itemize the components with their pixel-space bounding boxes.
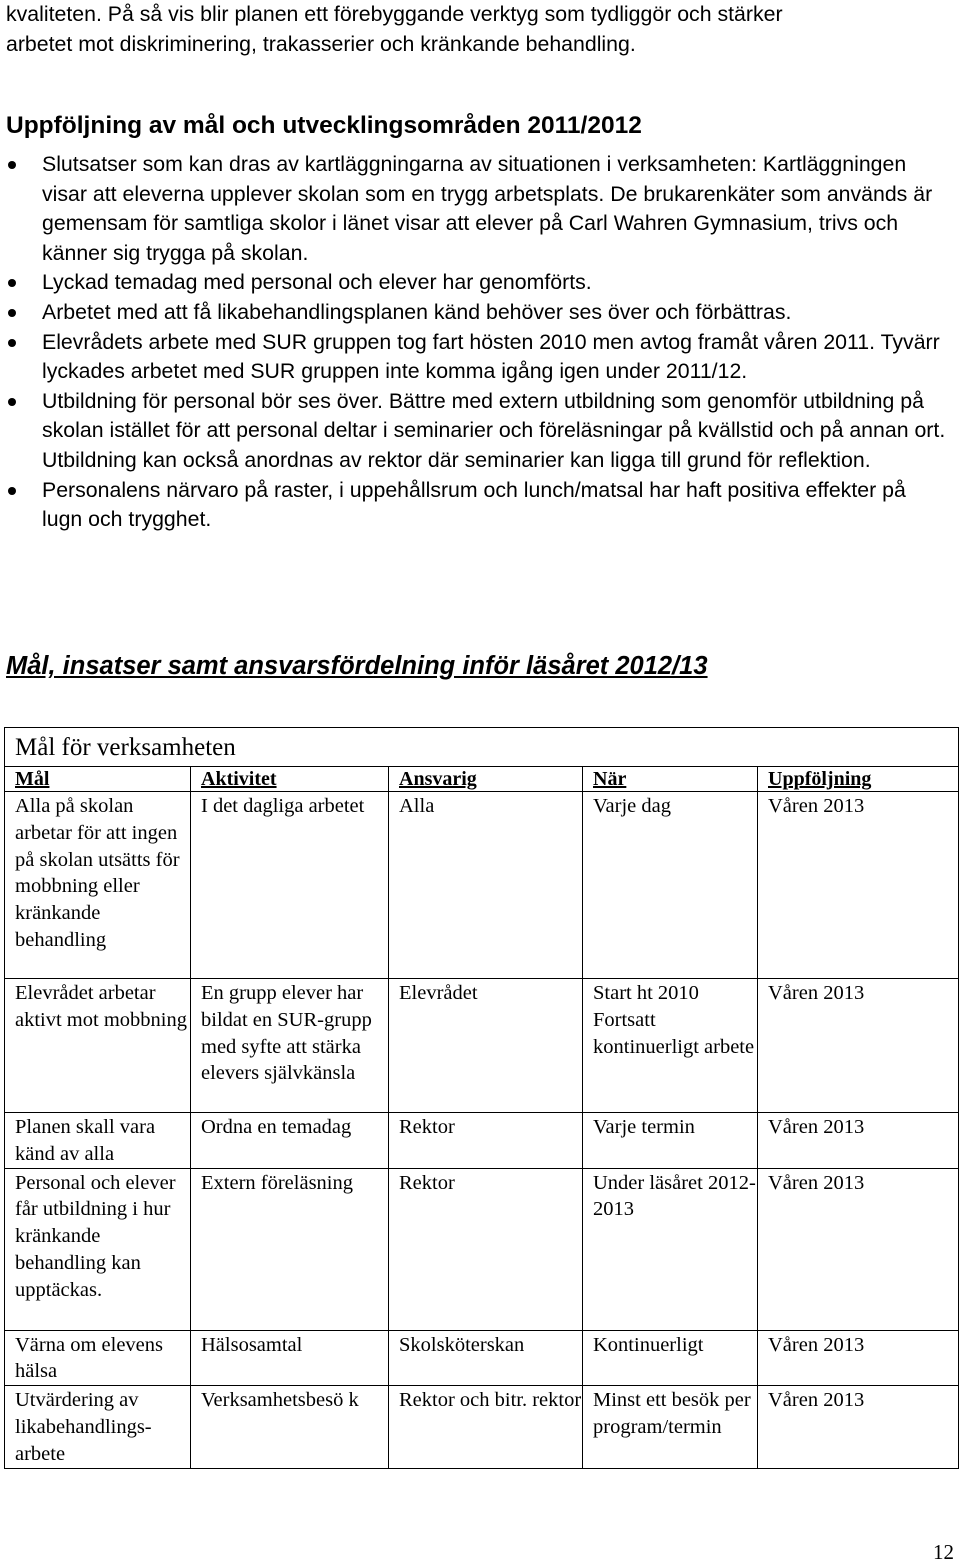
table-row (5, 1168, 959, 1330)
column-header: Ansvarig (389, 767, 583, 792)
table-cell: Våren 2013 (758, 1330, 959, 1386)
goals-table (4, 727, 959, 1469)
column-header: När (583, 767, 758, 792)
list-item-text: Arbetet med att få likabehandlingsplanen känd behöver ses över och förbättras. (42, 299, 792, 324)
list-item-text: Slutsatser som kan dras av kartläggningarna av situationen i verksamheten: Kartläggningen visar att eleverna upplever skolan som en trygg arbetsplats. De brukarenkäter som används är gemensam för samtliga skolor i länet visar att elever på Carl Wahren Gymnasium, trivs och känner sig trygga på skolan. (42, 152, 933, 265)
list-item (0, 268, 950, 298)
table-caption: Mål för verksamheten (5, 728, 959, 767)
bullet-icon (8, 161, 16, 169)
column-header: Mål (5, 767, 191, 792)
bullet-icon (8, 309, 16, 317)
table-header-row (5, 767, 959, 792)
table-cell: Våren 2013 (758, 792, 959, 979)
intro-line: arbetet mot diskriminering, trakasserier och kränkande behandling. (6, 31, 636, 56)
intro-line: kvaliteten. På så vis blir planen ett förebyggande verktyg som tydliggör och stärker (6, 2, 783, 26)
bullet-icon (8, 339, 16, 347)
table-cell: Hälsosamtal (191, 1330, 389, 1386)
table-cell: Rektor och bitr. rektor (389, 1386, 583, 1468)
section-title-followup: Uppföljning av mål och utvecklingsområden 2011/2012 (6, 112, 642, 139)
list-item (0, 328, 950, 387)
list-item-text: Personalens närvaro på raster, i uppehållsrum och lunch/matsal har haft positiva effekter på lugn och trygghet. (42, 477, 906, 532)
table-cell: Varje termin (583, 1113, 758, 1169)
table-row (5, 1386, 959, 1468)
list-item-text: Elevrådets arbete med SUR gruppen tog fart hösten 2010 men avtog framåt våren 2011. Tyvärr lyckades arbetet med SUR gruppen inte komma igång igen under 2011/12. (42, 329, 940, 384)
table-cell: Start ht 2010 Fortsatt kontinuerligt arbete (583, 979, 758, 1113)
table-cell: Utvärdering av likabehandlings-arbete (5, 1386, 191, 1468)
table-cell: I det dagliga arbetet (191, 792, 389, 979)
table-cell: En grupp elever har bildat en SUR-grupp med syfte att stärka elevers självkänsla (191, 979, 389, 1113)
table-cell: Värna om elevens hälsa (5, 1330, 191, 1386)
table-cell: Under läsåret 2012-2013 (583, 1168, 758, 1330)
table-cell: Elevrådet arbetar aktivt mot mobbning (5, 979, 191, 1113)
list-item (0, 476, 950, 535)
table-cell: Planen skall vara känd av alla (5, 1113, 191, 1169)
table-cell: Rektor (389, 1168, 583, 1330)
table-row (5, 979, 959, 1113)
page-number: 12 (933, 1540, 954, 1564)
bullet-icon (8, 279, 16, 287)
table-cell: Våren 2013 (758, 1168, 959, 1330)
table-cell: Våren 2013 (758, 1113, 959, 1169)
table-cell: Varje dag (583, 792, 758, 979)
bullet-icon (8, 398, 16, 406)
table-cell: Elevrådet (389, 979, 583, 1113)
list-item-text: Lyckad temadag med personal och elever har genomförts. (42, 270, 592, 295)
table-row (5, 792, 959, 979)
column-header: Uppföljning (758, 767, 959, 792)
section-title-goals: Mål, insatser samt ansvarsfördelning inför läsåret 2012/13 (6, 652, 708, 680)
table-cell: Kontinuerligt (583, 1330, 758, 1386)
column-header: Aktivitet (191, 767, 389, 792)
followup-list (0, 150, 950, 535)
table-cell: Ordna en temadag (191, 1113, 389, 1169)
bullet-icon (8, 487, 16, 495)
table-cell: Extern föreläsning (191, 1168, 389, 1330)
table-cell: Verksamhetsbesö k (191, 1386, 389, 1468)
list-item (0, 387, 950, 476)
table-cell: Minst ett besök per program/termin (583, 1386, 758, 1468)
table-row (5, 1113, 959, 1169)
list-item (0, 150, 950, 268)
table-cell: Våren 2013 (758, 979, 959, 1113)
intro-text (6, 0, 954, 59)
table-row (5, 1330, 959, 1386)
table-cell: Skolsköterskan (389, 1330, 583, 1386)
list-item (0, 298, 950, 328)
table-cell: Alla (389, 792, 583, 979)
table-cell: Våren 2013 (758, 1386, 959, 1468)
table-cell: Personal och elever får utbildning i hur kränkande behandling kan upptäckas. (5, 1168, 191, 1330)
table-cell: Rektor (389, 1113, 583, 1169)
table-cell: Alla på skolan arbetar för att ingen på skolan utsätts för mobbning eller kränkande behandling (5, 792, 191, 979)
list-item-text: Utbildning för personal bör ses över. Bättre med extern utbildning som genomför utbildning på skolan istället för att personal deltar i seminarier och föreläsningar på kvällstid och på annan ort. Utbildning kan också anordnas av rektor där seminarier kan ligga till grund för reflektion. (42, 388, 946, 472)
